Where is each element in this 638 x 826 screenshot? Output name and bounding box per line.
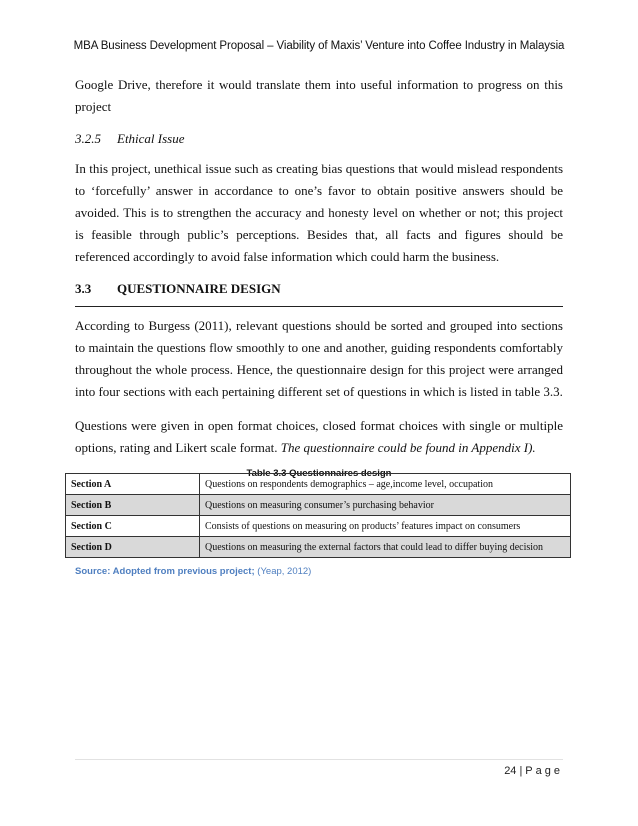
footer-divider [75, 759, 563, 760]
table-row [66, 495, 571, 516]
paragraph-question-formats [75, 415, 563, 459]
page-word: Page [525, 765, 563, 777]
subheading-title: Ethical Issue [117, 131, 185, 146]
paragraph-ethical-issue: In this project, unethical issue such as creating bias questions that would mislead respondents to ‘forcefully’ answer in accordance to one’s favor to obtain positive answers should be avoided. This is to strengthen the accuracy and honesty level on whether or not; this project is feasible through public’s perceptions. Besides that, all facts and figures should be referenced accordingly to avoid false information which could harm the business. [75, 161, 563, 264]
appendix-reference: The questionnaire could be found in Appendix I). [280, 440, 536, 455]
table-cell-section: Section D [66, 537, 200, 558]
subheading-ethical-issue [75, 128, 563, 150]
table-cell-section: Section C [66, 516, 200, 537]
paragraph-question-formats-text: Questions were given in open format choices, closed format choices with single or multiple options, rating and Likert scale format. [75, 418, 563, 455]
page-footer [504, 765, 563, 777]
table-cell-description: Questions on measuring consumer’s purchasing behavior [200, 495, 571, 516]
table-caption: Table 3.3 Questionnaires design [246, 468, 392, 479]
section-number: 3.3 [75, 281, 92, 296]
table-row [66, 537, 571, 558]
section-heading-questionnaire-design [75, 278, 563, 307]
table-row [66, 474, 571, 495]
page-number: 24 [504, 765, 517, 777]
table-cell-description: Questions on respondents demographics – age,income level, occupation [200, 474, 571, 495]
source-text: (Yeap, 2012) [254, 566, 312, 577]
table-cell-section: Section B [66, 495, 200, 516]
table-source-note [75, 566, 311, 577]
table-cell-section: Section A [66, 474, 200, 495]
questionnaire-design-table [65, 473, 571, 558]
footer-separator: | [519, 765, 523, 777]
paragraph-google-drive: Google Drive, therefore it would translate them into useful information to progress on this project [75, 77, 563, 114]
table-row [66, 516, 571, 537]
page-body [75, 74, 563, 484]
running-header: MBA Business Development Proposal – Viability of Maxis’ Venture into Coffee Industry in Malaysia [73, 40, 565, 52]
table-cell-description: Consists of questions on measuring on products’ features impact on consumers [200, 516, 571, 537]
subheading-number: 3.2.5 [75, 131, 101, 146]
section-title: QUESTIONNAIRE DESIGN [117, 281, 281, 296]
source-label: Source: Adopted from previous project; [75, 566, 255, 577]
paragraph-burgess: According to Burgess (2011), relevant questions should be sorted and grouped into sections to maintain the questions flow smoothly to one and another, guiding respondents comfortably throughout the whole process. Hence, the questionnaire design for this project were arranged into four sections with each pertaining different set of questions in which is listed in table 3.3. [75, 318, 563, 399]
table-cell-description: Questions on measuring the external factors that could lead to differ buying decision [200, 537, 571, 558]
